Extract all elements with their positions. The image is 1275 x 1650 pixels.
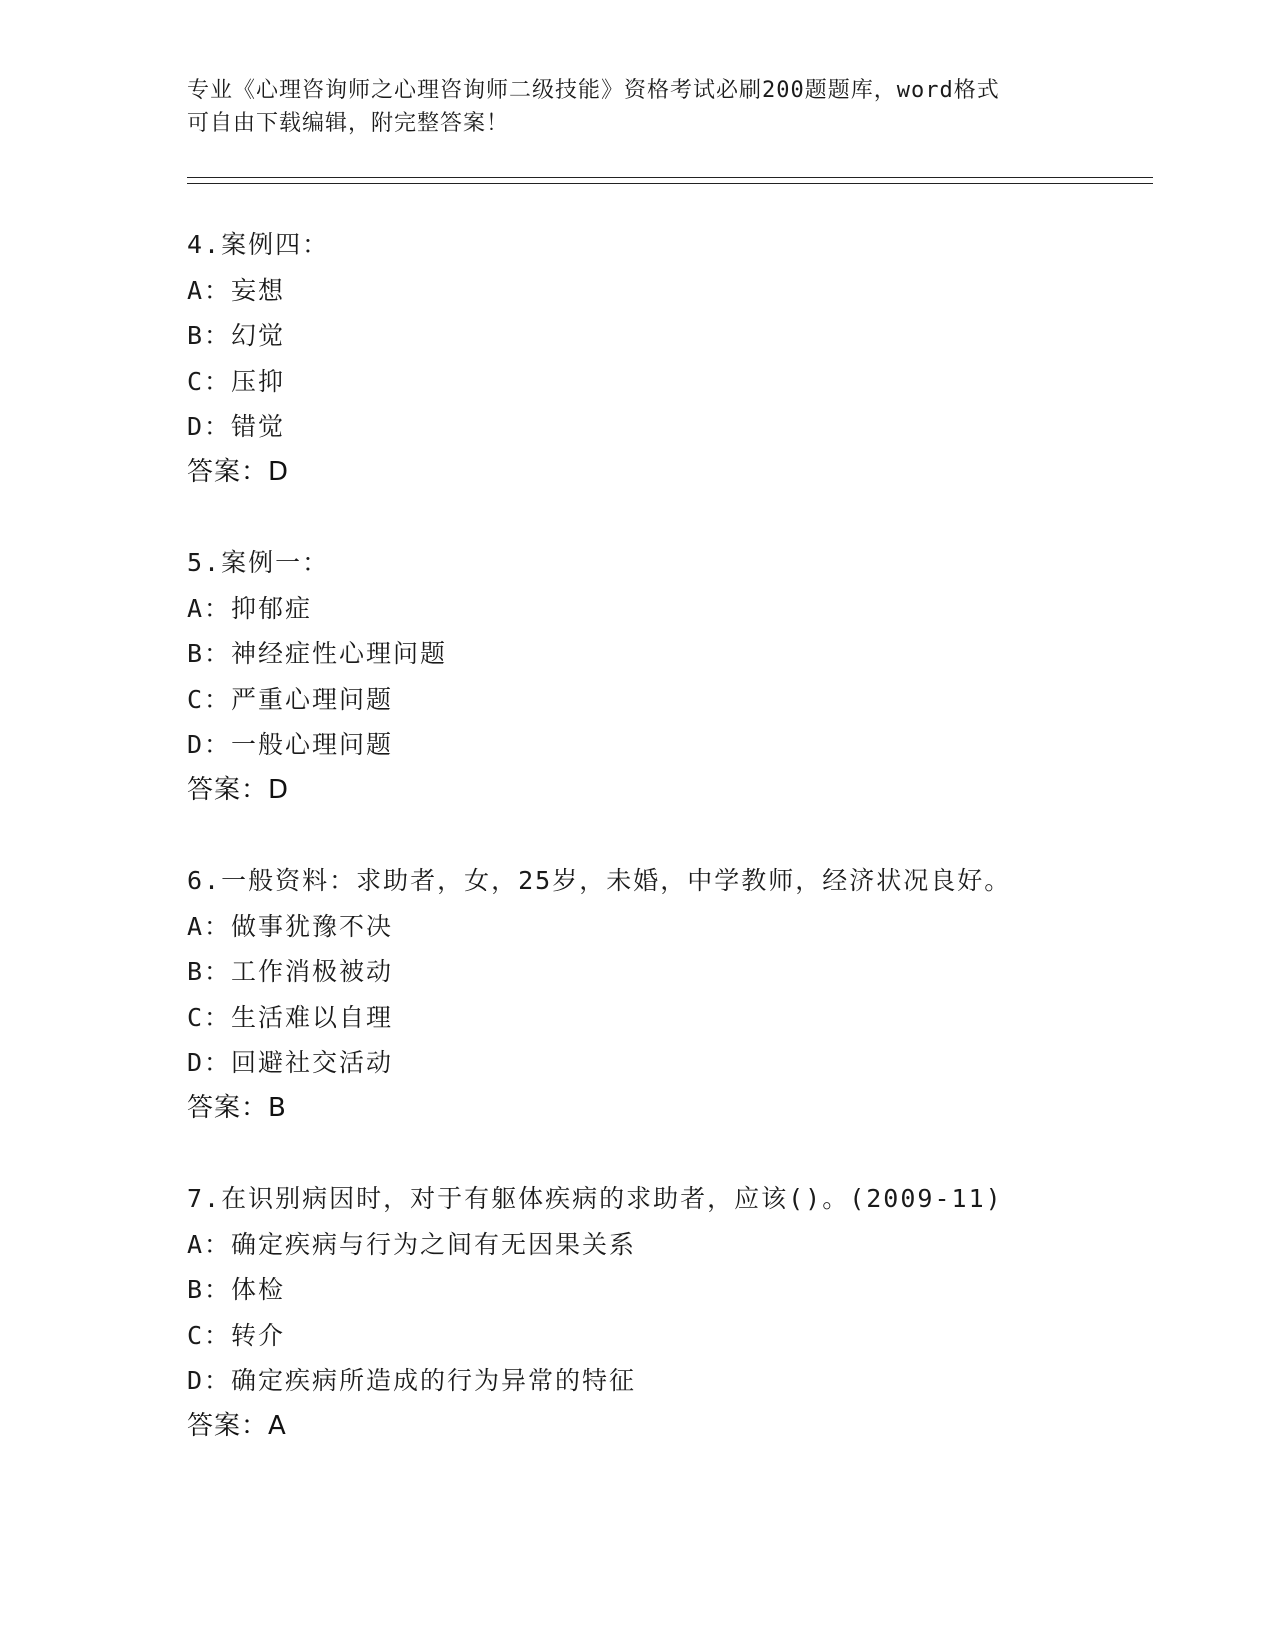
header-line-1: 专业《心理咨询师之心理咨询师二级技能》资格考试必刷200题题库，word格式 [187,78,1000,103]
question-block [187,540,1187,813]
option-b: B：幻觉 [187,321,286,350]
header-divider-top [187,177,1153,178]
question-block [187,222,1187,495]
answer-line: 答案：D [187,456,290,487]
option-c: C：转介 [187,1320,286,1350]
question-stem: 6.一般资料：求助者，女，25岁，未婚，中学教师，经济状况良好。 [187,866,1012,895]
option-b: B：工作消极被动 [187,957,394,986]
option-a: A：抑郁症 [187,593,313,623]
question-block [187,858,1187,1131]
option-d: D：确定疾病所造成的行为异常的特征 [187,1366,637,1395]
question-stem: 4.案例四： [187,230,330,259]
option-d: D：一般心理问题 [187,730,394,759]
header-divider-bottom [187,183,1153,184]
answer-line: 答案：B [187,1092,287,1123]
option-c: C：严重心理问题 [187,684,394,714]
option-b: B：神经症性心理问题 [187,639,448,668]
question-block [187,1176,1187,1449]
option-a: A：做事犹豫不决 [187,911,394,941]
option-c: C：压抑 [187,366,286,396]
option-a: A：妄想 [187,275,286,305]
option-c: C：生活难以自理 [187,1002,394,1032]
answer-line: 答案：D [187,774,290,805]
option-b: B：体检 [187,1275,286,1304]
answer-line: 答案：A [187,1410,287,1441]
document-header [187,74,1087,140]
question-stem: 5.案例一： [187,548,330,577]
option-d: D：错觉 [187,412,286,441]
option-a: A：确定疾病与行为之间有无因果关系 [187,1229,637,1259]
header-line-2: 可自由下载编辑，附完整答案！ [187,111,510,136]
question-stem: 7.在识别病因时，对于有躯体疾病的求助者，应该()。(2009-11) [187,1184,1003,1213]
option-d: D：回避社交活动 [187,1048,394,1077]
